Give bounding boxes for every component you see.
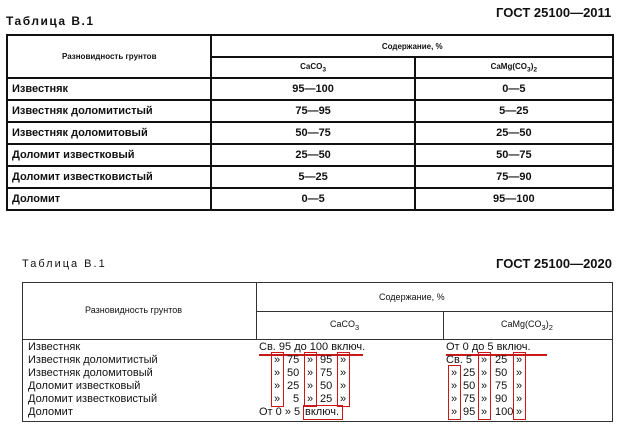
red-highlight-box <box>513 352 526 420</box>
header-divider <box>256 311 612 312</box>
top-header-group: Содержание, % <box>211 35 613 57</box>
row-name: Известняк доломитовый <box>28 367 153 379</box>
top-gost-number: ГОСТ 25100—2011 <box>496 5 612 20</box>
bottom-header-camgco3: $CaMg(CO_3)_2$ <box>501 319 553 332</box>
bottom-gost-number: ГОСТ 25100—2020 <box>496 256 612 271</box>
top-table <box>6 34 614 211</box>
camgco3-first-value: От 0 до 5 включ. <box>446 341 531 353</box>
top-table-row: Доломит известковый 25—50 50—75 <box>7 144 613 166</box>
red-highlight-box <box>478 352 491 420</box>
bottom-header-row-label: Разновидность грунтов <box>85 305 183 315</box>
row-name: Известняк <box>28 341 81 353</box>
red-highlight-box <box>448 365 461 420</box>
top-header-row-label: Разновидность грунтов <box>7 35 211 78</box>
red-highlight-box <box>271 352 284 407</box>
row-name: Доломит известковый <box>28 380 141 392</box>
row-name: Доломит известковистый <box>28 393 158 405</box>
bottom-table-caption: Таблица В.1 <box>22 258 107 270</box>
top-table-row: Доломит известковистый 5—25 75—90 <box>7 166 613 188</box>
top-table-caption: Таблица В.1 <box>6 14 95 28</box>
row-name: Известняк доломитистый <box>28 354 158 366</box>
red-highlight-box <box>303 405 343 420</box>
bottom-table: Разновидность грунтов Содержание, % CaCO$_3$ $CaMg(CO_3)_2$ Известняк Известняк доломитистый Известняк доломитовый Доломит известковый Доломит известковистый Доломит Св. 95 до 100 включ. » 75 » 95 » » 50 » 75 » » 25 » 50 » » 5 » 25 » От 0 » 5 включ. От 0 до 5 включ. Св. 5 » 25 » » 25 » 50 » » 50 » 75 » » 75 » 90 » » 95 » 100 » <box>22 282 613 422</box>
col-divider <box>443 311 444 339</box>
top-header-camgco3: $CaMg(CO_3)_2$ <box>415 57 613 78</box>
top-header-caco3: CaCO$_3$ <box>211 57 414 78</box>
header-bottom-line <box>23 339 612 340</box>
caco3-first-value: Св. 95 до 100 включ. <box>259 341 366 353</box>
caco3-last-word: включ. <box>305 406 339 418</box>
caco3-last-value: От 0 » 5 <box>259 406 301 418</box>
red-highlight-box <box>337 352 350 407</box>
row-name: Доломит <box>28 406 73 418</box>
red-highlight-box <box>304 352 317 407</box>
bottom-header-group: Содержание, % <box>379 292 445 302</box>
top-table-row: Доломит 0—5 95—100 <box>7 188 613 210</box>
bottom-header-caco3: CaCO$_3$ <box>330 319 360 332</box>
top-table-row: Известняк 95—100 0—5 <box>7 78 613 100</box>
top-table-row: Известняк доломитовый 50—75 25—50 <box>7 122 613 144</box>
top-table-row: Известняк доломитистый 75—95 5—25 <box>7 100 613 122</box>
